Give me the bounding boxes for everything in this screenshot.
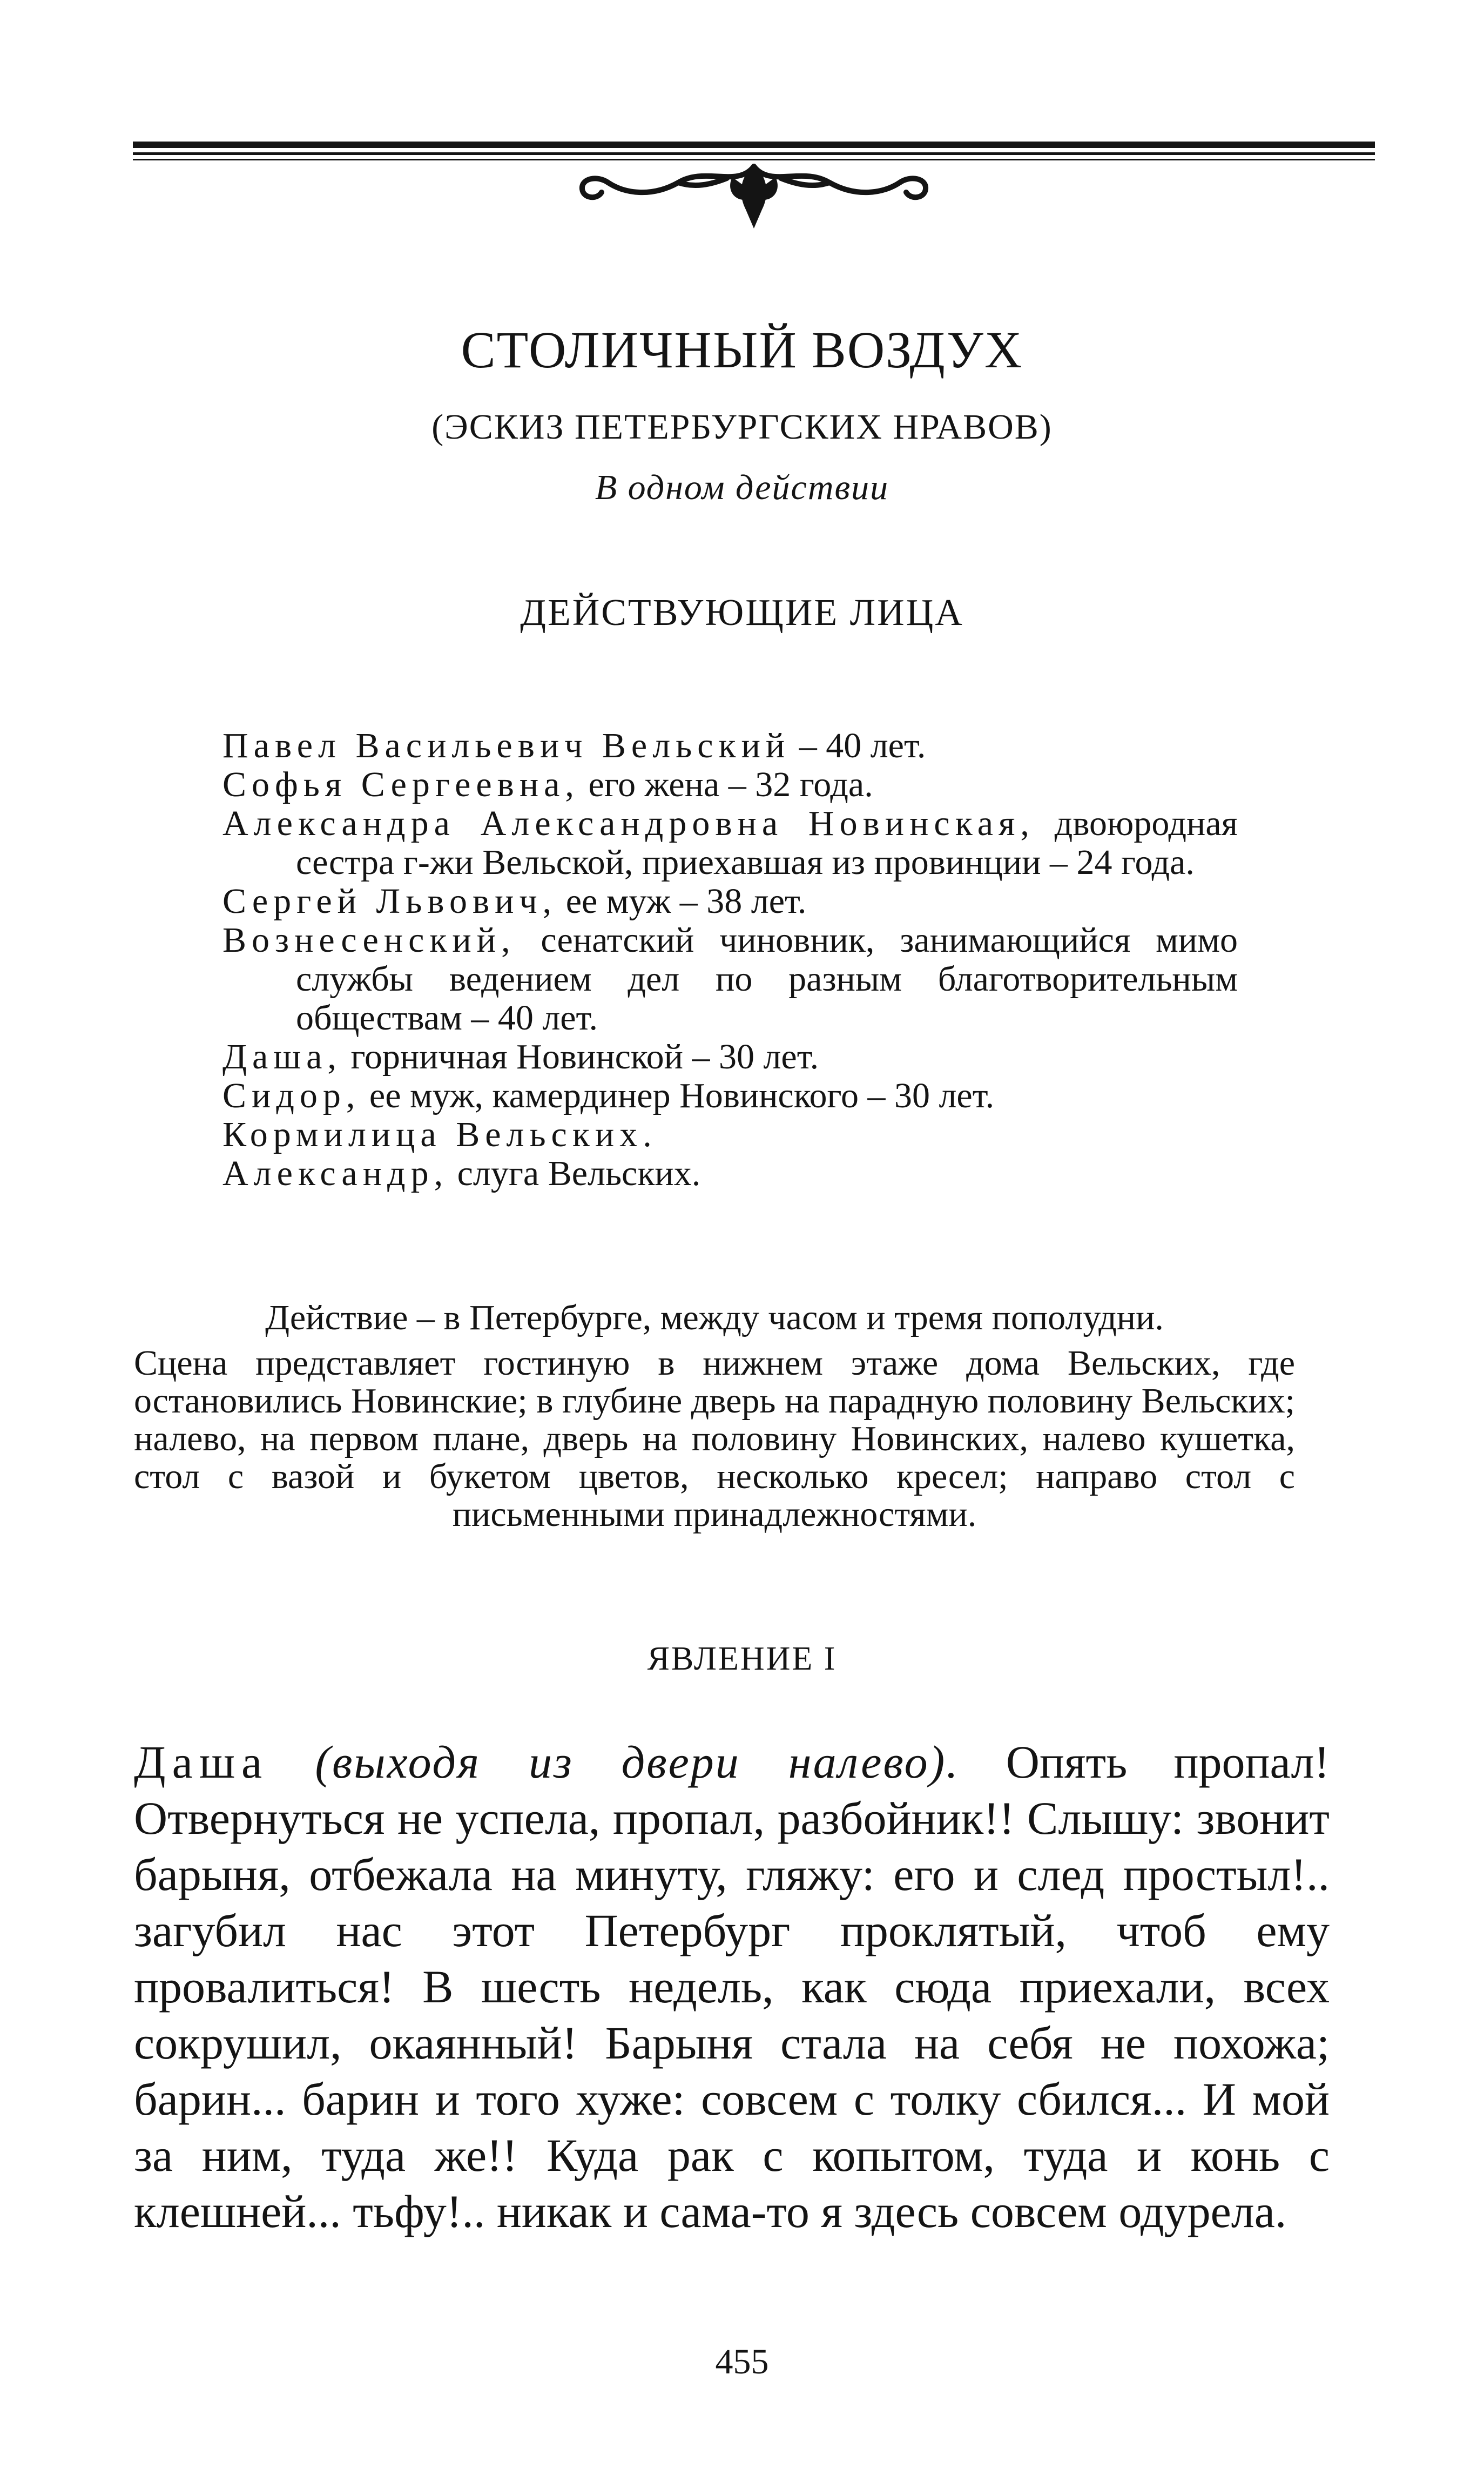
setting-time: Действие – в Петербурге, между часом и тремя пополудни.: [265, 1298, 1164, 1337]
scene-title: ЯВЛЕНИЕ I: [647, 1640, 837, 1677]
cast-entry: [222, 765, 1238, 804]
cast-list: [222, 726, 1238, 1193]
cast-entry: [222, 1115, 1238, 1154]
cast-description: горничная Новинской – 30 лет.: [341, 1037, 819, 1077]
decorative-header-ornament: [133, 129, 1375, 231]
cast-name: Сидор,: [222, 1076, 361, 1115]
cast-description: слуга Вельских.: [448, 1154, 701, 1193]
cast-description: – 40 лет.: [790, 726, 926, 765]
setting-block: [134, 1299, 1295, 1533]
cast-name: Вознесенский,: [222, 920, 516, 960]
cast-description: двоюродная сестра г-жи Вельской, приехавшая из провинции – 24 года.: [296, 804, 1238, 882]
setting-scene-description: Сцена представляет гостиную в нижнем этаже дома Вельских, где остановились Новинские; в глубине дверь на парадную половину Вельских; налево, на первом плане, дверь на половину Новинских, налево кушетка, стол с вазой и букетом цветов, несколько кресел; направо стол с письменными принадлежностями.: [134, 1343, 1295, 1534]
cast-entry: [222, 1154, 1238, 1193]
cast-entry: [222, 1077, 1238, 1115]
cast-description: ее муж, камердинер Новинского – 30 лет.: [360, 1076, 995, 1115]
cast-name: Павел Васильевич Вельский: [222, 726, 791, 765]
speaker-name: Даша: [134, 1736, 269, 1788]
play-subtitle: (ЭСКИЗ ПЕТЕРБУРГСКИХ НРАВОВ): [431, 407, 1053, 447]
act-note: В одном действии: [595, 468, 889, 507]
cast-name: Кормилица Вельских.: [222, 1115, 657, 1154]
cast-description: сенатский чиновник, занимающийся мимо службы ведением дел по разным благотворительным обществам – 40 лет.: [296, 920, 1238, 1038]
play-title: СТОЛИЧНЫЙ ВОЗДУХ: [461, 321, 1023, 379]
cast-entry: [222, 804, 1238, 882]
cast-name: Александра Александровна Новинская,: [222, 804, 1035, 843]
cast-name: Даша,: [222, 1037, 342, 1077]
dialogue-paragraph: [134, 1734, 1330, 2239]
page-number: 455: [715, 2342, 769, 2382]
cast-name: Софья Сергеевна,: [222, 765, 579, 804]
stage-direction: (выходя из двери налево).: [315, 1736, 960, 1788]
cast-entry: [222, 1038, 1238, 1077]
cast-heading: ДЕЙСТВУЮЩИЕ ЛИЦА: [520, 592, 964, 634]
cast-entry: [222, 921, 1238, 1038]
cast-description: его жена – 32 года.: [579, 765, 873, 804]
cast-entry: [222, 882, 1238, 921]
cast-name: Александр,: [222, 1154, 449, 1193]
cast-description: ее муж – 38 лет.: [557, 882, 807, 921]
cast-name: Сергей Львович,: [222, 882, 557, 921]
cast-entry: [222, 726, 1238, 765]
speech-text: Опять пропал! Отвернуться не успела, пропал, разбойник!! Слышу: звонит барыня, отбежала на минуту, гляжу: его и след простыл!.. загубил нас этот Петербург проклятый, чтоб ему провалиться! В шесть недель, как сюда приехали, всех сокрушил, окаянный! Барыня стала на себя не похожа; барин... барин и того хуже: совсем с толку сбился... И мой за ним, туда же!! Куда рак с копытом, туда и конь с клешней... тьфу!.. никак и сама-то я здесь совсем одурела.: [134, 1736, 1330, 2237]
